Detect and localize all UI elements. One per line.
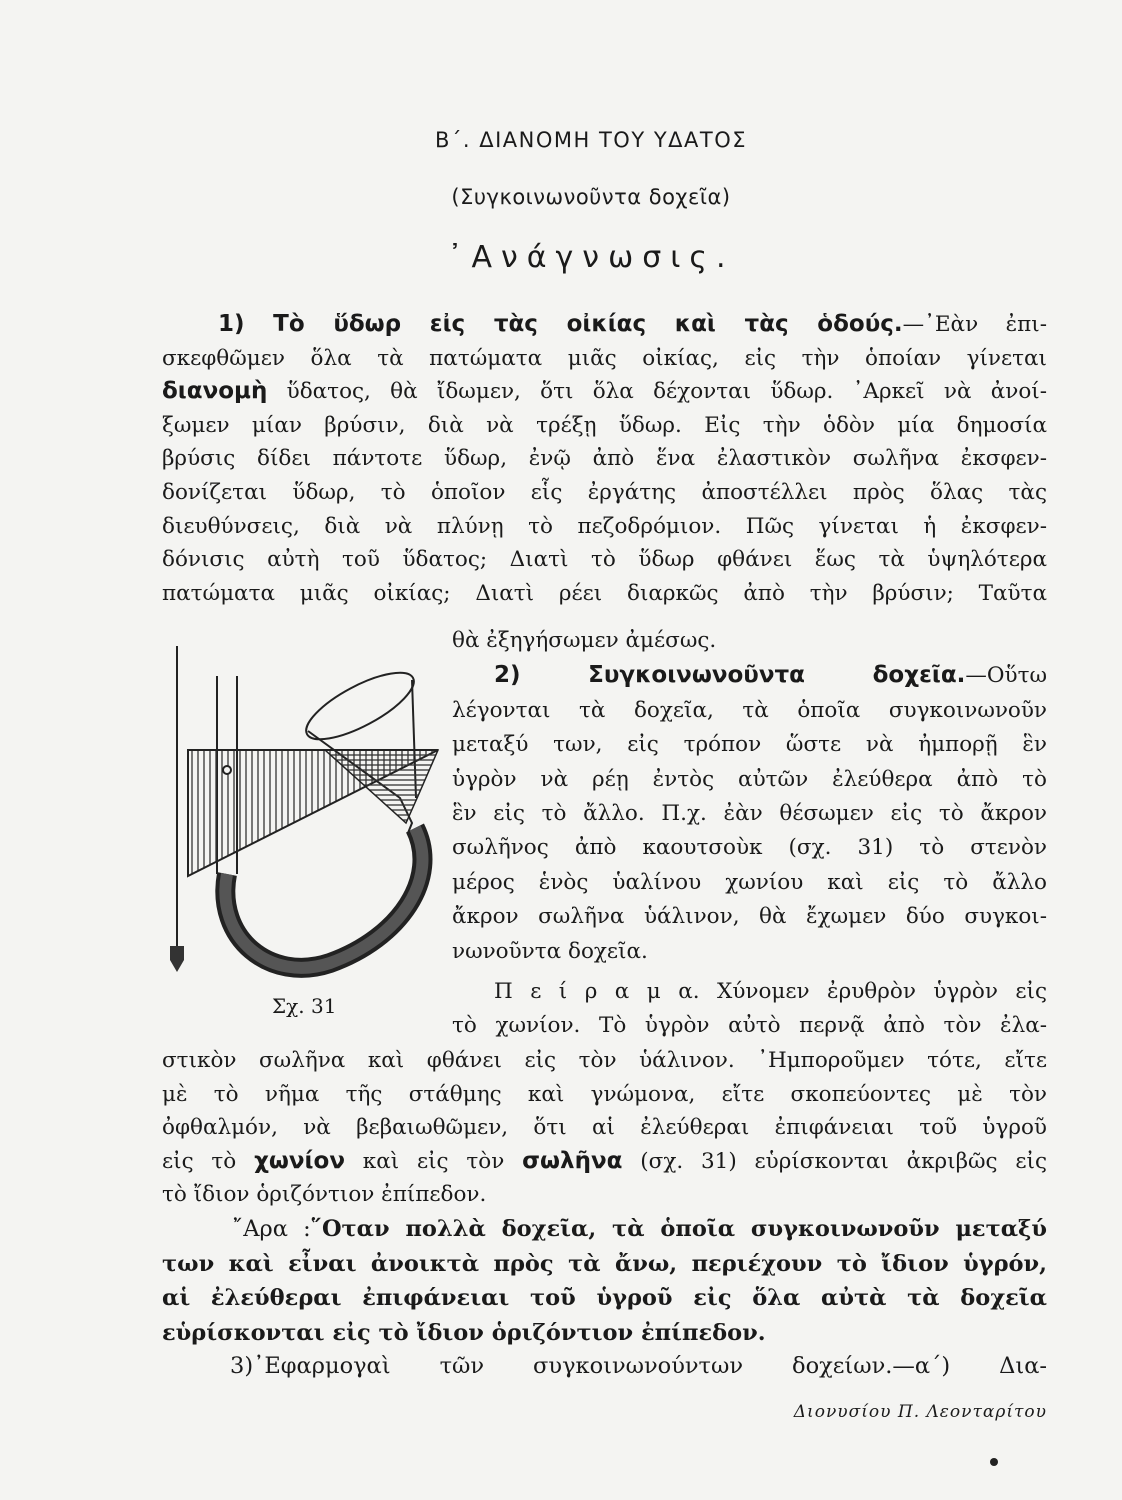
section-3-heading: 3)᾿Εφαρμογαὶ τῶν συγκοινωνούντων δοχείων.—α΄) Δια- [230,1353,1047,1379]
figure-caption: Σχ. 31 [272,994,337,1018]
paragraph-1: 1) Τὸ ὕδωρ εἰς τὰς οἰκίας καὶ τὰς ὁδούς.—᾿Εὰν ἐπι- σκεφθῶμεν ὅλα τὰ πατώματα μιᾶς οἰκίας, εἰς τὴν ὁποίαν γίνεται διανομὴ ὕδατος, θὰ ἴδωμεν, ὅτι ὅλα δέχονται ὕδωρ. ᾿Αρκεῖ νὰ ἀνοί- ξωμεν μίαν βρύσιν, διὰ νὰ τρέξῃ ὕδωρ. Εἰς τὴν ὁδὸν μία δημοσία βρύσις δίδει πάντοτε ὕδωρ, ἐνῷ ἀπὸ ἕνα ἐλαστικὸν σωλῆνα ἐκσφεν- δονίζεται ὕδωρ, τὸ ὁποῖον εἷς ἐργάτης ἀποστέλλει πρὸς ὅλας τὰς διευθύνσεις, διὰ νὰ πλύνῃ τὸ πεζοδρόμιον. Πῶς γίνεται ἡ ἐκσφεν- δόνισις αὐτὴ τοῦ ὕδατος; Διατὶ τὸ ὕδωρ φθάνει ἕως τὰ ὑψηλότερα πατώματα μιᾶς οἰκίας; Διατὶ ρέει διαρκῶς ἀπὸ τὴν βρύσιν; Ταῦτα [162,311,1047,606]
experiment-text: στικὸν σωλῆνα καὶ φθάνει εἰς τὸν ὑάλινον. ᾿Ημποροῦμεν τότε, εἴτε μὲ τὸ νῆμα τῆς στάθμης καὶ γνώμονα, εἴτε σκοπεύοντες μὲ τὸν ὀφθαλμόν, νὰ βεβαιωθῶμεν, ὅτι αἱ ἐλεύθεραι ἐπιφάνειαι τοῦ ὑγροῦ εἰς τὸ χωνίον καὶ εἰς τὸν σωλῆνα (σχ. 31) εὑρίσκονται ἀκριβῶς εἰς τὸ ἴδιον ὁριζόντιον ἐπίπεδον. [162,1048,1048,1208]
footer-author: Διονυσίου Π. Λεονταρίτου [793,1402,1047,1422]
page-mark [990,1458,998,1466]
conclusion: ῎Αρα :῞Οταν πολλὰ δοχεῖα, τὰ ὁποῖα συγκοινωνοῦν μεταξύ των καὶ εἶναι ἀνοικτὰ πρὸς τὰ ἄνω, περιέχουν τὸ ἴδιον ὑγρόν, αἱ ἐλεύθεραι ἐπιφάνειαι τοῦ ὑγροῦ εἰς ὅλα αὐτὰ τὰ δοχεῖα εὑρίσκονται εἰς τὸ ἴδιον ὁριζόντιον ἐπίπεδον. [162,1216,1047,1346]
para1-heading: 1) Τὸ ὕδωρ εἰς τὰς οἰκίας καὶ τὰς ὁδούς. [218,311,903,337]
section-title: Β΄. ΔΙΑΝΟΜΗ ΤΟΥ ΥΔΑΤΟΣ [434,128,748,152]
communicating-vessels-figure [160,638,450,998]
para2-heading: 2) Συγκοινωνοῦντα δοχεῖα. [494,662,966,689]
reading-heading: ᾿Ανάγνωσις. [447,240,735,275]
paragraph-2: θὰ ἐξηγήσωμεν ἀμέσως. 2) Συγκοινωνοῦντα δοχεῖα.—Οὕτω λέγονται τὰ δοχεῖα, τὰ ὁποῖα συγκοινωνοῦν μεταξύ των, εἰς τρόπον ὥστε νὰ ἠμπορῇ ἓν ὑγρὸν νὰ ρέῃ ἐντὸς αὐτῶν ἐλεύθερα ἀπὸ τὸ ἓν εἰς τὸ ἄλλο. Π.χ. ἐὰν θέσωμεν εἰς τὸ ἄκρον σωλῆνος ἀπὸ καουτσοὺκ (σχ. 31) τὸ στενὸν μέρος ἑνὸς ὑαλίνου χωνίου καὶ εἰς τὸ ἄλλο ἄκρον σωλῆνα ὑάλινον, θὰ ἔχωμεν δύο συγκοι- νωνοῦντα δοχεῖα. Π ε ί ρ α μ α. Χύνομεν ἐρυθρὸν ὑγρὸν εἰς τὸ χωνίον. Τὸ ὑγρὸν αὐτὸ περνᾷ ἀπὸ τὸν ἐλα- [452,628,1047,1039]
section-subtitle: (Συγκοινωνοῦντα δοχεῖα) [451,185,731,209]
